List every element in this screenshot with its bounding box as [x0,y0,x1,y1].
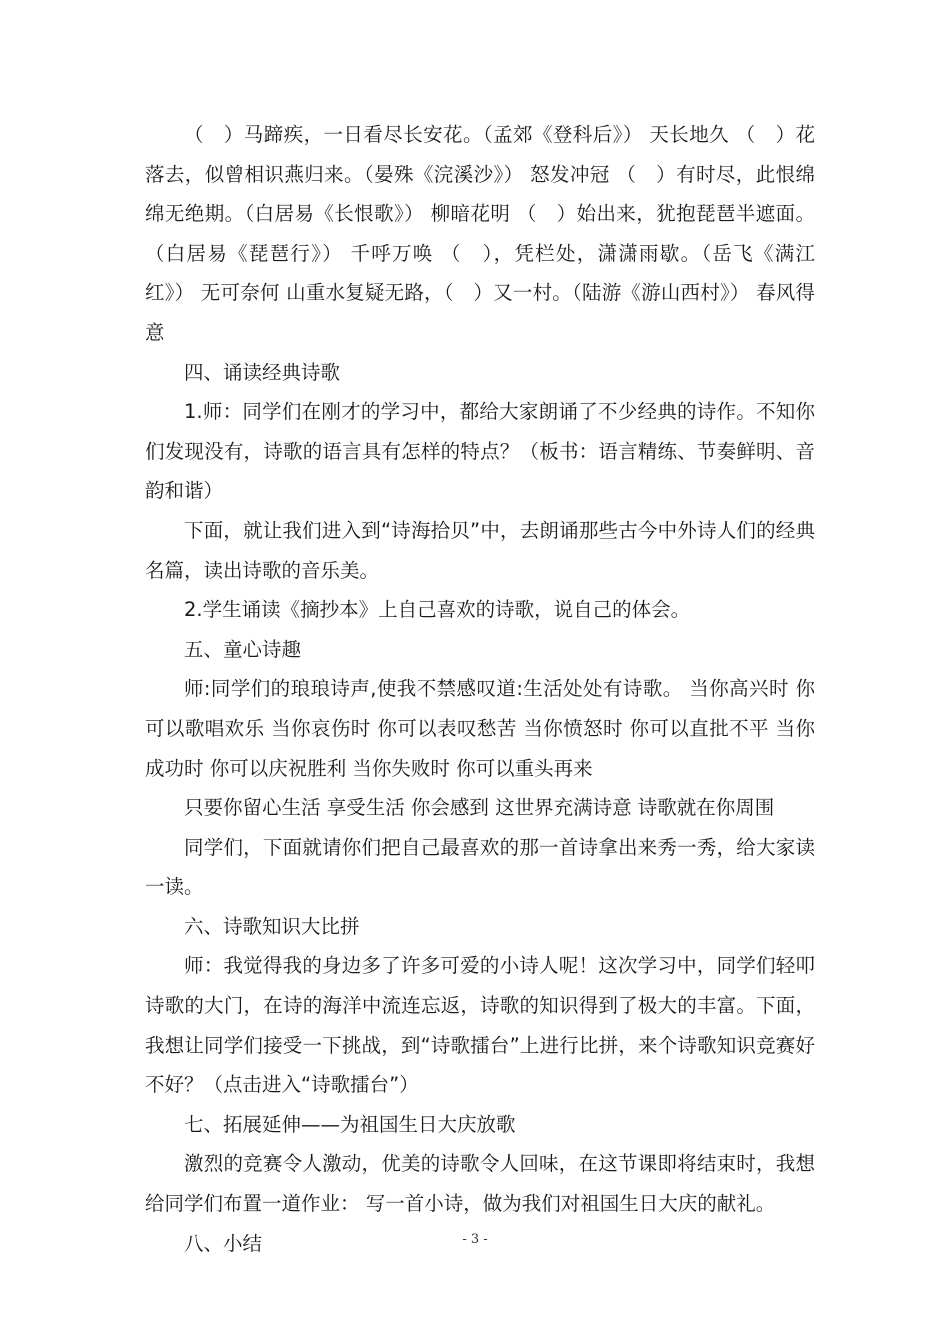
paragraph-show-poem: 同学们，下面就请你们把自己最喜欢的那一首诗拿出来秀一秀，给大家读一读。 [145,835,815,899]
section-heading-summary: 八、小结 [184,1231,263,1255]
paragraph-notice-life: 只要你留心生活 享受生活 你会感到 这世界充满诗意 诗歌就在你周围 [184,796,775,820]
paragraph-challenge: 师：我觉得我的身边多了许多可爱的小诗人呢！这次学习中，同学们轻叩诗歌的大门，在诗的海洋中流连忘返，诗歌的知识得到了极大的丰富。下面，我想让同学们接受一下挑战，到“诗歌擂台”上进行比拼，来个诗歌知识竞赛好不好？（点击进入“诗歌擂台”） [145,954,815,1097]
section-heading-knowledge-contest: 六、诗歌知识大比拼 [184,914,360,938]
paragraph-poem-sea: 下面，就让我们进入到“诗海拾贝”中，去朗诵那些古今中外诗人们的经典名篇，读出诗歌的音乐美。 [145,518,815,582]
document-body [145,115,815,1263]
paragraph-life-poetry: 师:同学们的琅琅诗声,使我不禁感叹道:生活处处有诗歌。 当你高兴时 你可以歌唱欢乐 当你哀伤时 你可以表叹愁苦 当你愤怒时 你可以直批不平 当你成功时 你可以庆祝胜利 当你失败时 你可以重头再来 [145,677,815,780]
page-number: - 3 - [462,1232,488,1247]
section-heading-childlike-poetry: 五、童心诗趣 [184,637,302,661]
section-heading-recite: 四、诵读经典诗歌 [184,360,341,384]
paragraph-teacher-question: 1.师：同学们在刚才的学习中，都给大家朗诵了不少经典的诗作。不知你们发现没有，诗歌的语言具有怎样的特点？（板书：语言精练、节奏鲜明、音韵和谐） [145,400,815,503]
section-heading-extension: 七、拓展延伸——为祖国生日大庆放歌 [184,1112,516,1136]
poem-fill-blanks-paragraph: （ ）马蹄疾，一日看尽长安花。（孟郊《登科后》） 天长地久 （ ）花落去，似曾相识燕归来。（晏殊《浣溪沙》） 怒发冲冠 （ ）有时尽，此恨绵绵无绝期。（白居易《长恨歌》） 柳暗花明 （ ）始出来，犹抱琵琶半遮面。（白居易《琵琶行》） 千呼万唤 （ ），凭栏处，潇潇雨歇。（岳飞《满江红》） 无可奈何 山重水复疑无路，（ ）又一村。（陆游《游山西村》） 春风得意 [145,123,815,344]
paragraph-student-recite: 2.学生诵读《摘抄本》上自己喜欢的诗歌，说自己的体会。 [184,598,691,622]
paragraph-homework: 激烈的竞赛令人激动，优美的诗歌令人回味，在这节课即将结束时，我想给同学们布置一道作业： 写一首小诗，做为我们对祖国生日大庆的献礼。 [145,1152,815,1216]
